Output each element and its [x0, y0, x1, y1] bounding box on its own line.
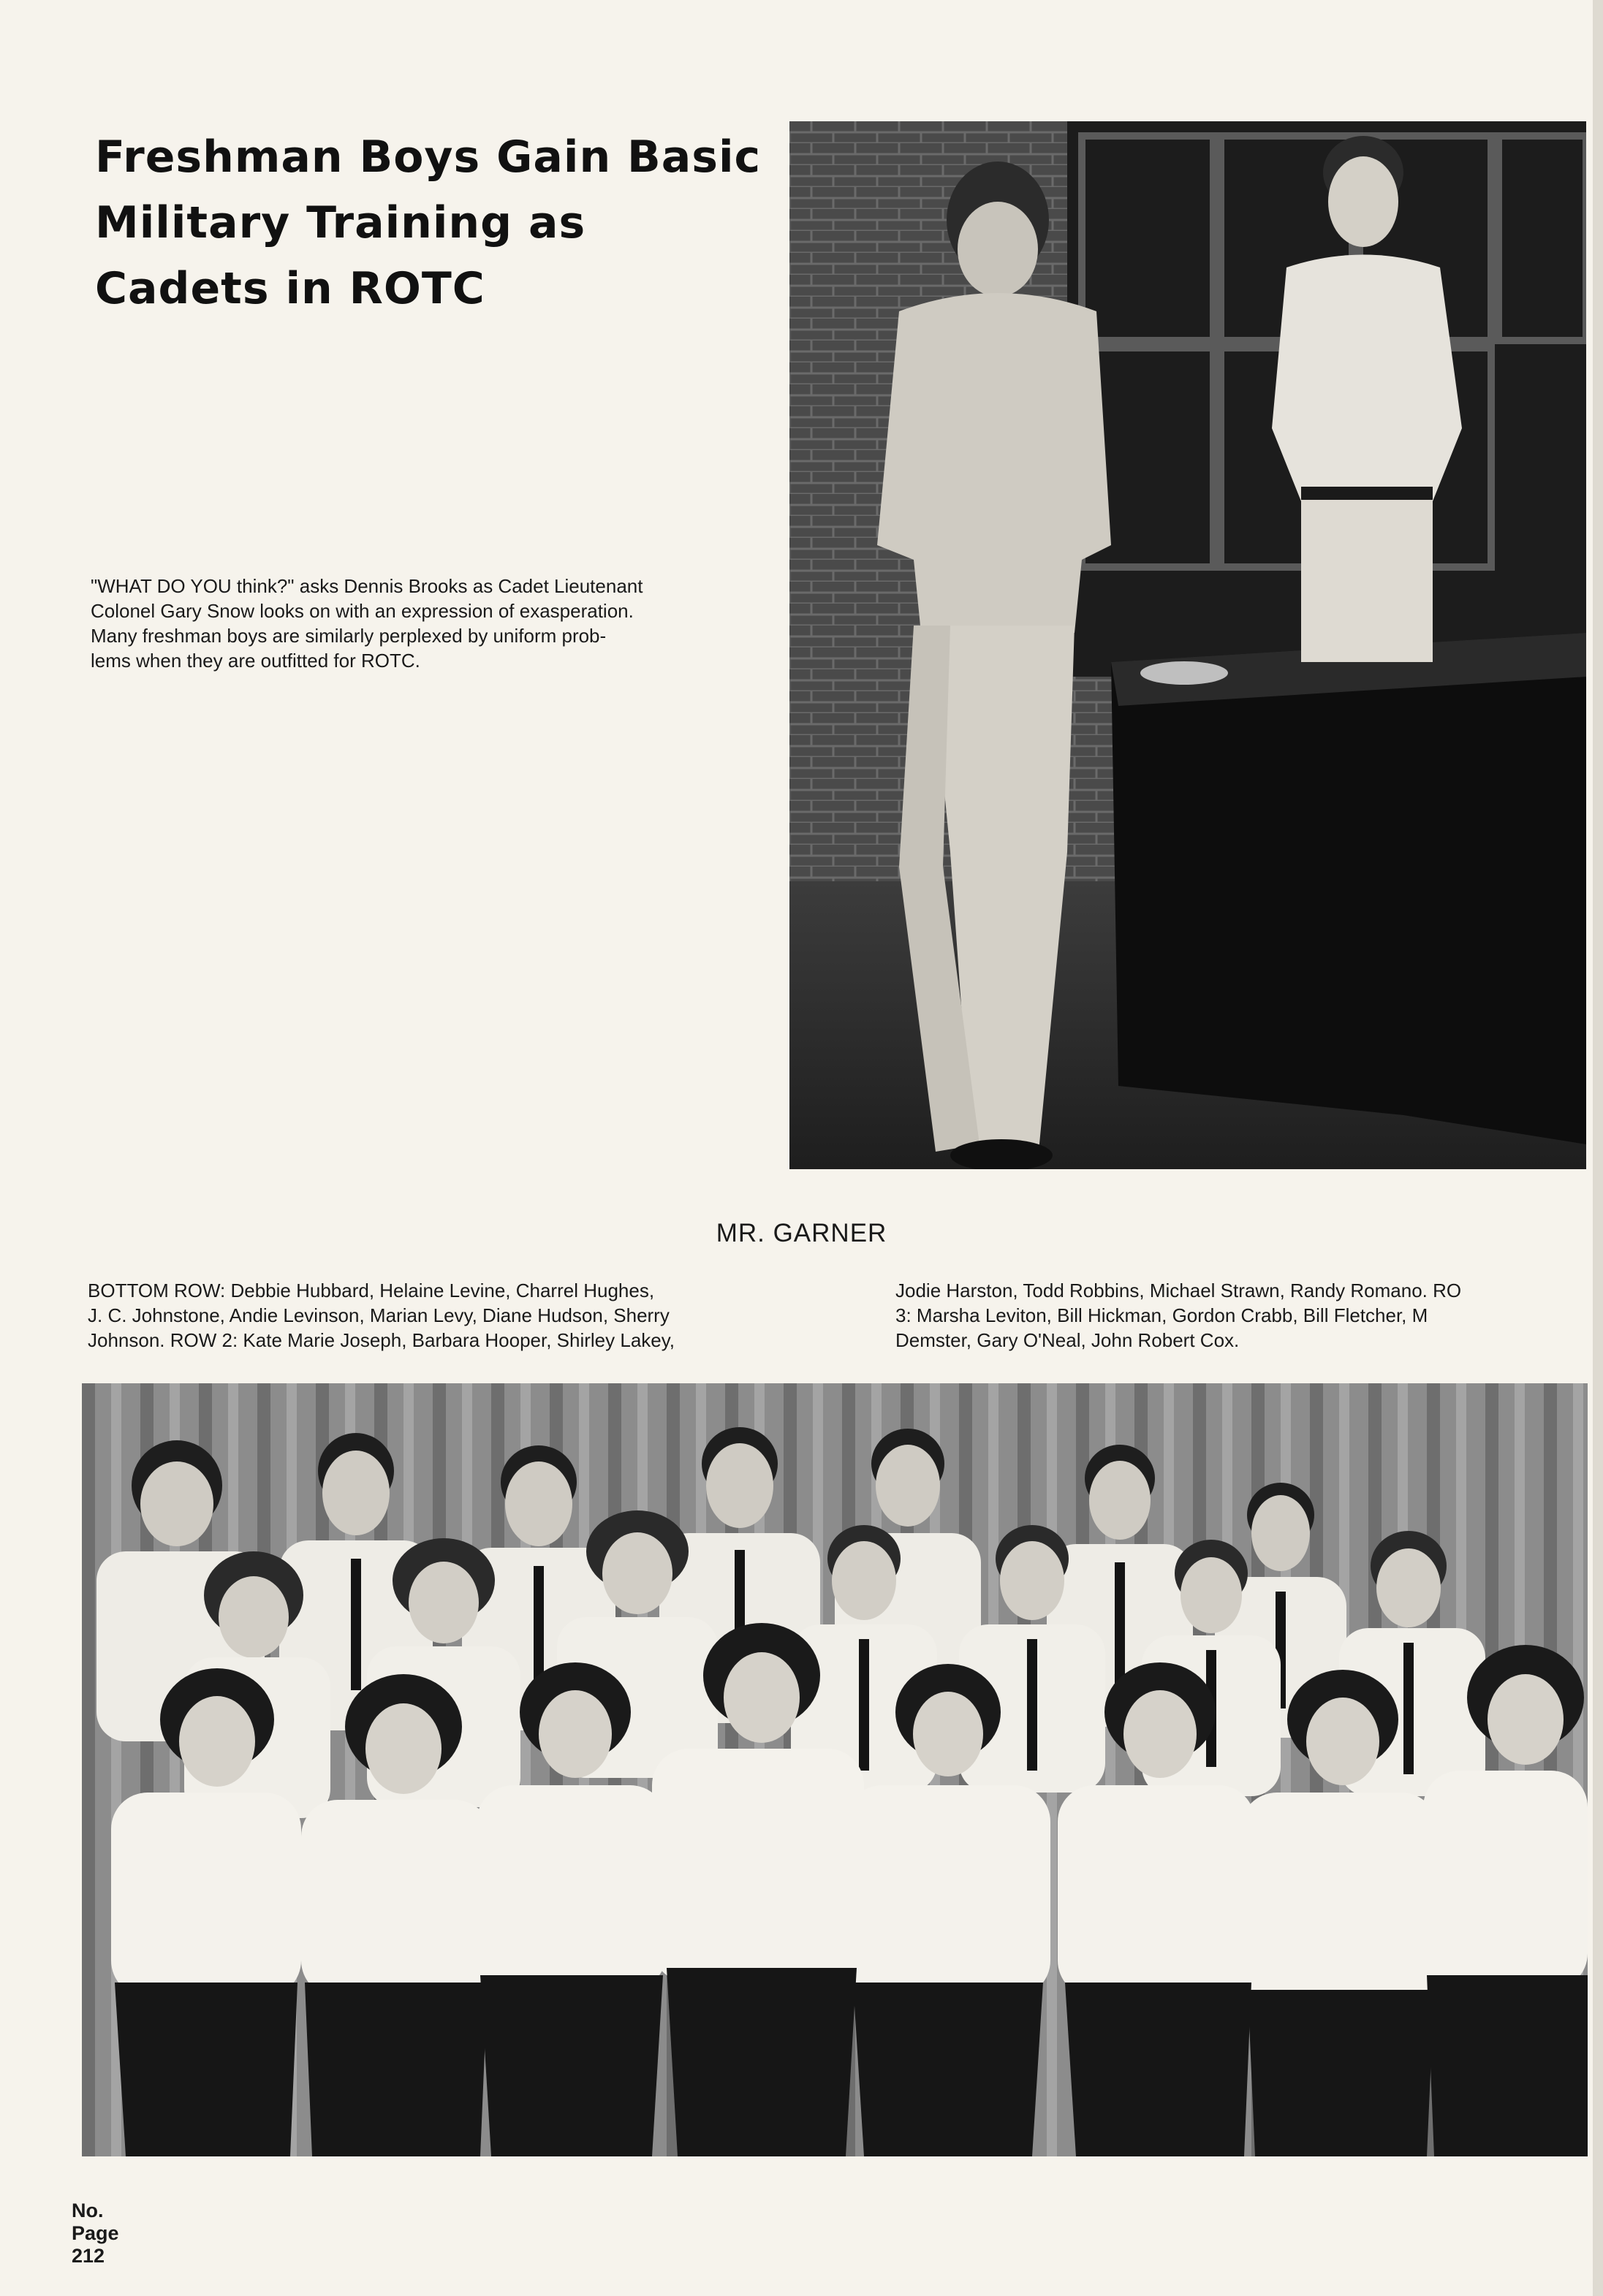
page-edge: [1593, 0, 1603, 2296]
caption-line-1: "WHAT DO YOU think?" asks Dennis Brooks as Cadet Lieutenant: [91, 575, 643, 597]
folio-no: No.: [72, 2200, 104, 2221]
group-photo: [82, 1383, 1588, 2156]
caption-line-4: lems when they are outfitted for ROTC.: [91, 650, 420, 672]
uniform-fitting-illustration: [789, 121, 1586, 1169]
headline-line-1: Freshman Boys Gain Basic: [95, 132, 762, 183]
group-photo-illustration: [82, 1383, 1588, 2156]
folio-number: 212: [72, 2245, 105, 2267]
page-folio: [72, 2200, 119, 2268]
roster-left-line-1: BOTTOM ROW: Debbie Hubbard, Helaine Levine, Charrel Hughes,: [88, 1280, 655, 1301]
uniform-fitting-photo: [789, 121, 1586, 1169]
advisor-label: MR. GARNER: [716, 1219, 887, 1247]
headline-line-3: Cadets in ROTC: [95, 263, 485, 314]
roster-right-line-1: Jodie Harston, Todd Robbins, Michael Strawn, Randy Romano. RO: [895, 1280, 1462, 1301]
caption-line-3: Many freshman boys are similarly perplexed by uniform prob-: [91, 625, 607, 647]
caption-line-2: Colonel Gary Snow looks on with an expression of exasperation.: [91, 600, 634, 622]
headline-line-2: Military Training as: [95, 197, 586, 248]
roster-names-left: [88, 1278, 804, 1353]
roster-left-line-2: J. C. Johnstone, Andie Levinson, Marian Levy, Diane Hudson, Sherry: [88, 1304, 670, 1326]
roster-left-line-3: Johnson. ROW 2: Kate Marie Joseph, Barbara Hooper, Shirley Lakey,: [88, 1329, 675, 1351]
page-headline: [95, 124, 762, 322]
roster-names-right: [895, 1278, 1593, 1353]
folio-page: Page: [72, 2222, 119, 2244]
roster-right-line-2: 3: Marsha Leviton, Bill Hickman, Gordon Crabb, Bill Fletcher, M: [895, 1304, 1428, 1326]
roster-right-line-3: Demster, Gary O'Neal, John Robert Cox.: [895, 1329, 1240, 1351]
photo-caption: [91, 574, 752, 673]
